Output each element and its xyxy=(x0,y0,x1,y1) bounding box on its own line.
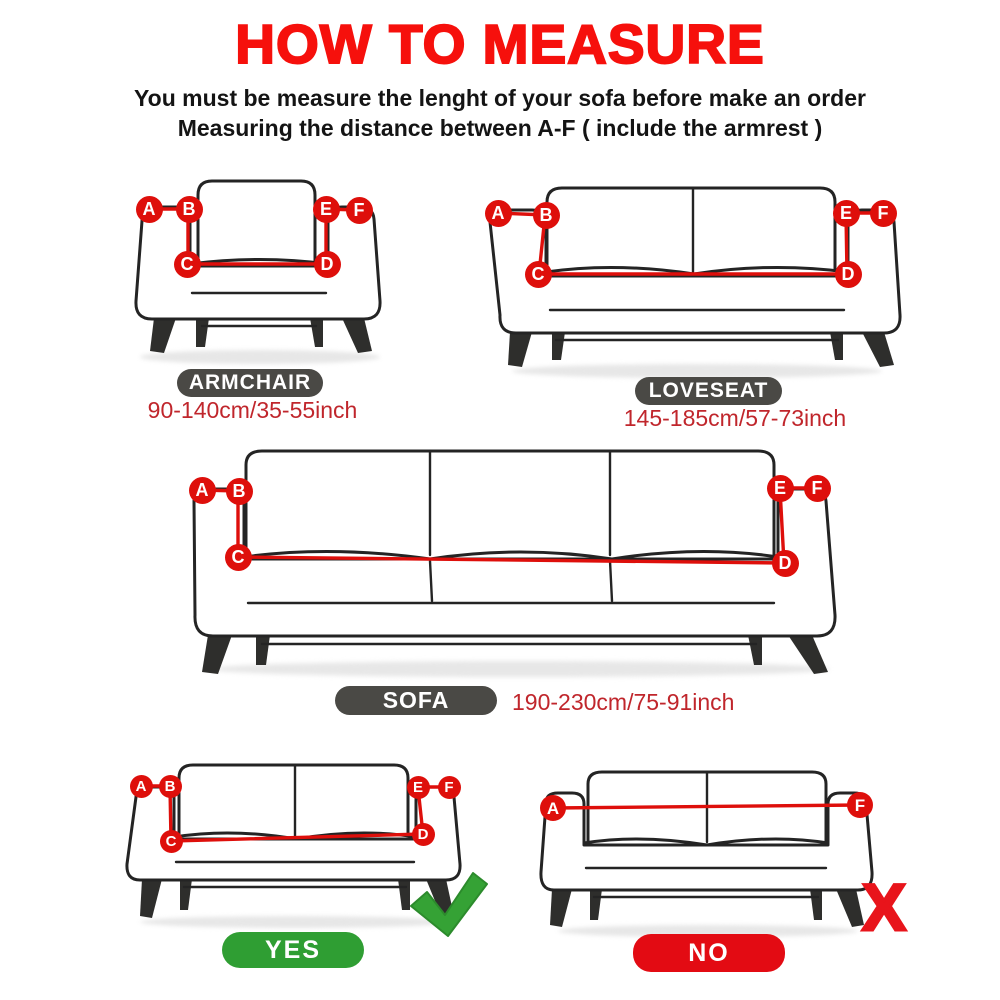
measure-point-e: E xyxy=(833,200,860,227)
yes-label: YES xyxy=(264,935,322,964)
measure-point-b: B xyxy=(533,202,560,229)
loveseat-leg xyxy=(862,332,894,367)
incorrect-sofa-leg xyxy=(590,889,602,920)
sofa-label-pill xyxy=(335,686,497,715)
armchair-label-pill xyxy=(177,369,323,397)
armchair-illustration xyxy=(110,165,440,380)
loveseat-figure xyxy=(480,170,920,385)
armchair-leg xyxy=(196,318,209,347)
loveseat-back-cushion xyxy=(547,188,835,272)
measure-point-d: D xyxy=(772,550,799,577)
loveseat-leg xyxy=(508,332,532,367)
correct-label-pill xyxy=(222,932,364,968)
correct-example-figure xyxy=(110,750,510,945)
measure-point-c: C xyxy=(525,261,552,288)
armchair-back-cushion xyxy=(198,181,315,265)
measure-point-d: D xyxy=(412,823,435,846)
incorrect-label-pill xyxy=(633,934,785,972)
cross-icon: X xyxy=(862,870,907,944)
armchair-shadow xyxy=(140,350,380,364)
correct-sofa-back xyxy=(179,765,408,836)
measure-point-a: A xyxy=(540,795,566,821)
sofa-shadow xyxy=(210,661,830,677)
correct-sofa-leg xyxy=(398,879,410,910)
page-title: HOW TO MEASURE xyxy=(235,13,765,75)
measure-point-b: B xyxy=(176,196,203,223)
sofa-figure xyxy=(180,445,900,680)
measure-point-c: C xyxy=(225,544,252,571)
incorrect-sofa-leg xyxy=(836,889,864,927)
correct-sofa-shadow xyxy=(140,916,450,928)
no-label: NO xyxy=(688,938,730,967)
measure-point-e: E xyxy=(767,475,794,502)
sofa-label: SOFA xyxy=(382,687,450,713)
incorrect-sofa-leg xyxy=(810,889,822,920)
armchair-leg xyxy=(150,318,176,353)
loveseat-leg xyxy=(830,332,843,360)
correct-sofa-leg xyxy=(140,879,162,918)
measure-point-a: A xyxy=(485,200,512,227)
armchair-leg xyxy=(310,318,323,347)
measure-point-c: C xyxy=(160,830,183,853)
armchair-figure xyxy=(110,165,440,380)
subtitle-line-2: Measuring the distance between A-F ( include the armrest ) xyxy=(177,115,823,141)
incorrect-example-figure xyxy=(540,750,920,945)
measure-point-e: E xyxy=(313,196,340,223)
subtitle-line-1: You must be measure the lenght of your sofa before make an order xyxy=(134,85,866,111)
measure-point-f: F xyxy=(870,200,897,227)
measure-point-f: F xyxy=(438,776,461,799)
measure-point-f: F xyxy=(847,792,873,818)
sofa-leg xyxy=(748,635,762,665)
measure-point-d: D xyxy=(835,261,862,288)
armchair-leg xyxy=(342,318,372,353)
sofa-back-cushion xyxy=(246,451,774,555)
armchair-label: ARMCHAIR xyxy=(188,371,312,394)
correct-sofa-leg xyxy=(180,879,192,910)
loveseat-leg xyxy=(552,332,565,360)
measure-point-a: A xyxy=(136,196,163,223)
measure-point-e: E xyxy=(407,776,430,799)
measure-point-b: B xyxy=(159,775,182,798)
measure-point-d: D xyxy=(314,251,341,278)
sofa-size-range: 190-230cm/75-91inch xyxy=(512,689,735,715)
loveseat-shadow xyxy=(512,364,882,378)
incorrect-sofa-leg xyxy=(550,889,572,927)
loveseat-label-pill xyxy=(635,377,782,405)
measure-point-f: F xyxy=(346,197,373,224)
loveseat-size-range: 145-185cm/57-73inch xyxy=(623,405,847,431)
measure-point-a: A xyxy=(189,477,216,504)
measure-point-a: A xyxy=(130,775,153,798)
loveseat-label: LOVESEAT xyxy=(648,379,769,402)
sofa-leg xyxy=(256,635,270,665)
measure-point-b: B xyxy=(226,478,253,505)
measure-point-f: F xyxy=(804,475,831,502)
armchair-size-range: 90-140cm/35-55inch xyxy=(147,397,358,423)
measure-point-c: C xyxy=(174,251,201,278)
